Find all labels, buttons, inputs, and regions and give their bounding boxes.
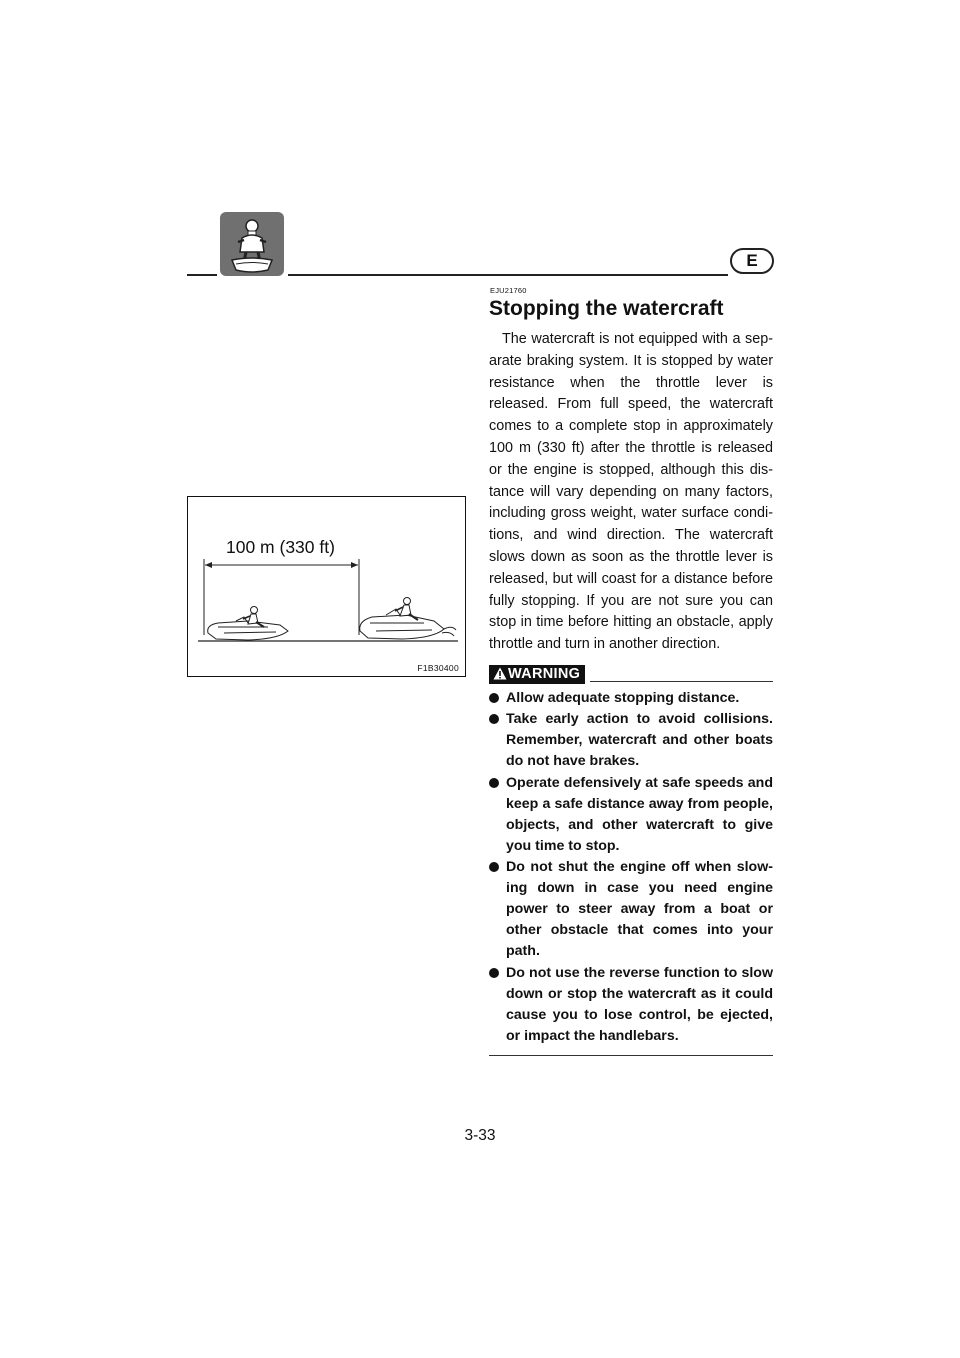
warning-list [489,688,773,1047]
section-body: The watercraft is not equipped with a sep-arate braking system. It is stopped by water resistance when the throttle lever is released. From full speed, the watercraft comes to a complete stop in approximately 100 m (330 ft) after the throttle is released or the engine is stopped, although this dis-tance will vary depending on many factors, including gross weight, water surface condi-tions, and wind direction. The watercraft slows down as soon as the throttle lever is released, but will coast for a distance before fully stopping. If you are not sure you can stop in time before hitting an obstacle, apply throttle and turn in another direction. [489,331,773,653]
warning-label [489,665,585,684]
warning-item: Take early action to avoid collisions. Remember, watercraft and other boats do not have brakes. [489,709,773,772]
warning-item: Do not use the reverse function to slow down or stop the watercraft as it could cause you to lose control, be ejected, or impact the handlebars. [489,963,773,1047]
watercraft-rider-icon [220,212,284,276]
stopping-distance-illustration [188,497,464,675]
warning-item: Operate defensively at safe speeds and keep a safe distance away from people, objects, and other watercraft to give you time to stop. [489,773,773,857]
language-badge: E [730,248,774,274]
bullet-icon [489,714,499,724]
header-rule-left [187,274,217,276]
warning-rule [590,681,773,682]
watercraft-left [208,607,288,641]
warning-label-text: WARNING [508,665,581,682]
warning-item: Do not shut the engine off when slow-ing down in case you need engine power to steer away from a boat or other obstacle that comes into your path. [489,857,773,962]
header-rule-right [288,274,728,276]
section-code: EJU21760 [490,286,527,295]
page-number: 3-33 [464,1127,496,1144]
section-title: Stopping the watercraft [489,297,724,320]
bullet-icon [489,693,499,703]
stopping-distance-figure [187,496,466,677]
warning-item: Allow adequate stopping distance. [489,688,773,709]
warning-end-rule [489,1055,773,1056]
warning-header [489,665,773,684]
figure-code: F1B30400 [417,663,459,673]
warning-triangle-icon [493,667,507,680]
bullet-icon [489,968,499,978]
distance-label: 100 m (330 ft) [226,537,335,557]
watercraft-right [360,598,456,640]
bullet-icon [489,778,499,788]
content-column [489,286,773,1056]
bullet-icon [489,862,499,872]
